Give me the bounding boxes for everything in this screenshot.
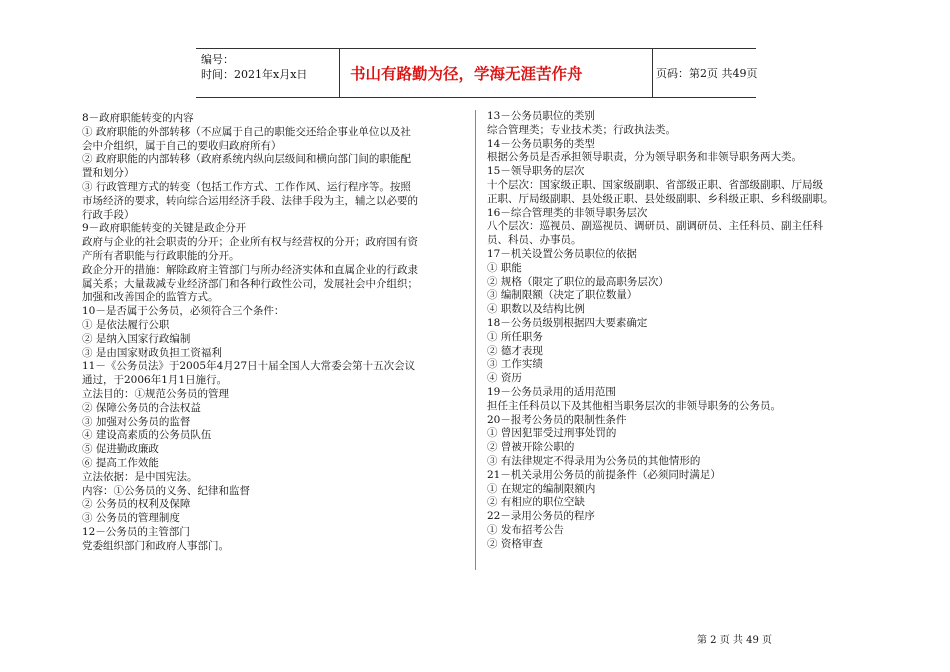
text-line: 通过，于2006年1月1日施行。 [82, 374, 228, 387]
text-line: ① 政府职能的外部转移（不应属于自己的职能交还给企事业单位以及社 [82, 125, 411, 138]
text-line: ③ 行政管理方式的转变（包括工作方式、工作作风、运行程序等。按照 [82, 180, 411, 193]
number-label: 编号： [201, 53, 234, 66]
text-line: ③ 公务员的管理制度 [82, 512, 180, 525]
text-line: ② 曾被开除公职的 [487, 441, 575, 454]
text-line: 员、科员、办事员。 [487, 234, 582, 247]
text-line: 产所有者职能与行政职能的分开。 [82, 249, 240, 262]
text-line: ① 发布招考公告 [487, 523, 564, 536]
header-meta [196, 49, 340, 97]
right-column [487, 110, 867, 552]
text-line: ③ 工作实绩 [487, 358, 543, 371]
text-line: ④ 建设高素质的公务员队伍 [82, 429, 212, 442]
text-line: ② 是纳入国家行政编制 [82, 332, 191, 345]
text-line: 党委组织部门和政府人事部门。 [82, 539, 229, 552]
text-line: 15－领导职务的层次 [487, 165, 585, 178]
text-line: 14－公务员职务的类型 [487, 137, 595, 150]
text-line: 政企分开的措施：解除政府主管部门与所办经济实体和直属企业的行政隶 [82, 263, 418, 276]
text-line: 9－政府职能转变的关键是政企分开 [82, 222, 247, 235]
text-line: 政府与企业的社会职责的分开；企业所有权与经营权的分开；政府国有资 [82, 236, 418, 249]
text-line: ② 规格（限定了职位的最高职务层次） [487, 275, 669, 288]
time-label: 时间：2021年x月x日 [201, 68, 308, 81]
text-line: 立法目的：①规范公务员的管理 [82, 387, 229, 400]
text-line: 行政手段） [82, 208, 135, 221]
left-column [82, 112, 471, 554]
text-line: 18－公务员级别根据四大要素确定 [487, 316, 648, 329]
text-line: 立法依据：是中国宪法。 [82, 470, 198, 483]
text-line: ② 资格审查 [487, 537, 543, 550]
page-footer: 第 2 页 共 49 页 [697, 635, 772, 646]
text-line: 13－公务员职位的类别 [487, 110, 595, 122]
text-line: ③ 加强对公务员的监督 [82, 415, 191, 428]
text-line: 17－机关设置公务员职位的依据 [487, 247, 637, 260]
text-line: 内容：①公务员的义务、纪律和监督 [82, 484, 250, 497]
text-line: ② 公务员的权利及保障 [82, 498, 191, 511]
text-line: 20－报考公务员的限制性条件 [487, 413, 627, 426]
text-line: ② 保障公务员的合法权益 [82, 401, 201, 414]
text-line: ② 政府职能的内部转移（政府系统内纵向层级间和横向部门间的职能配 [82, 153, 411, 166]
text-line: 综合管理类；专业技术类；行政执法类。 [487, 123, 676, 136]
text-line: 正职、厅局级副职、县处级正职、县处级副职、乡科级正职、乡科级副职。 [487, 192, 834, 205]
text-line: 16－综合管理类的非领导职务层次 [487, 206, 648, 219]
text-line: 八个层次：巡视员、副巡视员、调研员、副调研员、主任科员、副主任科 [487, 220, 823, 233]
text-line: ① 是依法履行公职 [82, 318, 170, 331]
column-divider [475, 110, 476, 570]
text-line: ⑥ 提高工作效能 [82, 456, 159, 469]
header-divider [652, 49, 653, 97]
text-line: ③ 有法律规定不得录用为公务员的其他情形的 [487, 454, 701, 467]
header-page-label: 页码：第2页 共49页 [656, 67, 758, 80]
text-line: ③ 是由国家财政负担工资福利 [82, 346, 222, 359]
text-line: 22－录用公务员的程序 [487, 510, 595, 523]
text-line: 12－公务员的主管部门 [82, 525, 190, 538]
text-line: ④ 资历 [487, 372, 522, 385]
text-line: 十个层次：国家级正职、国家级副职、省部级正职、省部级副职、厅局级 [487, 178, 823, 191]
text-line: ① 职能 [487, 261, 522, 274]
text-line: 10－是否属于公务员，必须符合三个条件： [82, 305, 285, 318]
text-line: 担任主任科员以下及其他相当职务层次的非领导职务的公务员。 [487, 399, 781, 412]
text-line: ① 所任职务 [487, 330, 543, 343]
text-line: 19－公务员录用的适用范围 [487, 385, 616, 398]
text-line: 根据公务员是否承担领导职责，分为领导职务和非领导职务两大类。 [487, 151, 802, 164]
text-line: 属关系；大量裁减专业经济部门和各种行政性公司，发展社会中介组织； [82, 277, 418, 290]
header-table [196, 48, 756, 98]
text-line: ④ 职数以及结构比例 [487, 303, 585, 316]
text-line: ① 在规定的编制限额内 [487, 482, 596, 495]
text-line: 会中介组织，属于自己的要收归政府所有） [82, 139, 282, 152]
text-line: ③ 编制限额（决定了职位数量） [487, 289, 638, 302]
text-line: 加强和改善国企的监管方式。 [82, 291, 219, 304]
text-line: ② 有相应的职位空缺 [487, 496, 585, 509]
text-line: 11－《公务员法》于2005年4月27日十届全国人大常委会第十五次会议 [82, 360, 416, 373]
text-line: 8－政府职能转变的内容 [82, 112, 194, 124]
header-motto: 书山有路勤为径，学海无涯苦作舟 [350, 64, 583, 83]
text-line: ② 德才表现 [487, 344, 543, 357]
text-line: 21－机关录用公务员的前提条件（必须同时满足） [487, 468, 721, 481]
text-line: ⑤ 促进勤政廉政 [82, 443, 159, 456]
text-line: ① 曾因犯罪受过刑事处罚的 [487, 427, 617, 440]
text-line: 置和划分） [82, 167, 135, 180]
text-line: 市场经济的要求，转向综合运用经济手段、法律手段为主，辅之以必要的 [82, 194, 418, 207]
